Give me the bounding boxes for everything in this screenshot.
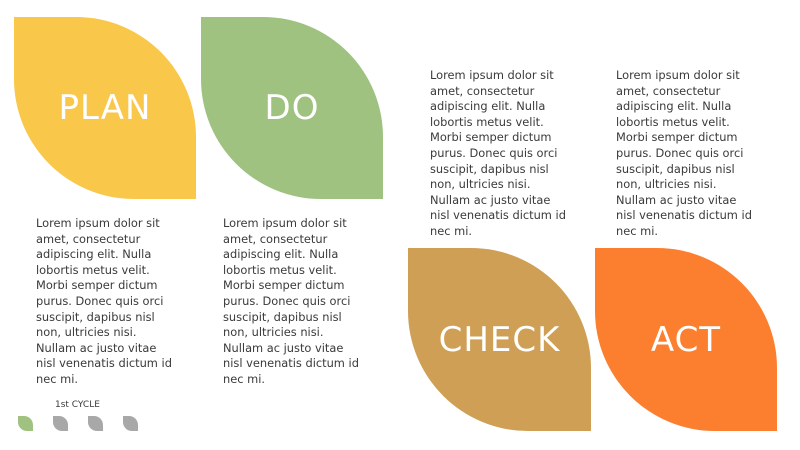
- do-label: DO: [264, 88, 320, 128]
- plan-leaf: [14, 17, 196, 199]
- cycle-indicator-4: [123, 416, 138, 431]
- plan-label: PLAN: [58, 88, 152, 128]
- do-leaf: [201, 17, 383, 199]
- check-label: CHECK: [438, 319, 561, 360]
- act-description: Lorem ipsum dolor sit amet, consectetur adipiscing elit. Nulla lobortis metus velit. Morbi semper dictum purus. Donec quis orci suscipit, dapibus nisl non, ultricies nisi. Nullam ac justo vitae nisl venenatis dictum id nec mi.: [616, 68, 752, 238]
- plan-description: Lorem ipsum dolor sit amet, consectetur adipiscing elit. Nulla lobortis metus velit. Morbi semper dictum purus. Donec quis orci suscipit, dapibus nisl non, ultricies nisi. Nullam ac justo vitae nisl venenatis dictum id nec mi.: [36, 216, 172, 386]
- cycle-indicator-3: [88, 416, 103, 431]
- cycle-label: 1st CYCLE: [55, 400, 100, 410]
- cycle-indicator-2: [53, 416, 68, 431]
- act-label: ACT: [650, 319, 722, 360]
- check-description: Lorem ipsum dolor sit amet, consectetur adipiscing elit. Nulla lobortis metus velit. Morbi semper dictum purus. Donec quis orci suscipit, dapibus nisl non, ultricies nisi. Nullam ac justo vitae nisl venenatis dictum id nec mi.: [430, 68, 566, 238]
- cycle-indicator-1: [18, 416, 33, 431]
- do-description: Lorem ipsum dolor sit amet, consectetur adipiscing elit. Nulla lobortis metus velit. Morbi semper dictum purus. Donec quis orci suscipit, dapibus nisl non, ultricies nisi. Nullam ac justo vitae nisl venenatis dictum id nec mi.: [223, 216, 359, 386]
- check-leaf: [408, 248, 591, 431]
- act-leaf: [595, 248, 777, 431]
